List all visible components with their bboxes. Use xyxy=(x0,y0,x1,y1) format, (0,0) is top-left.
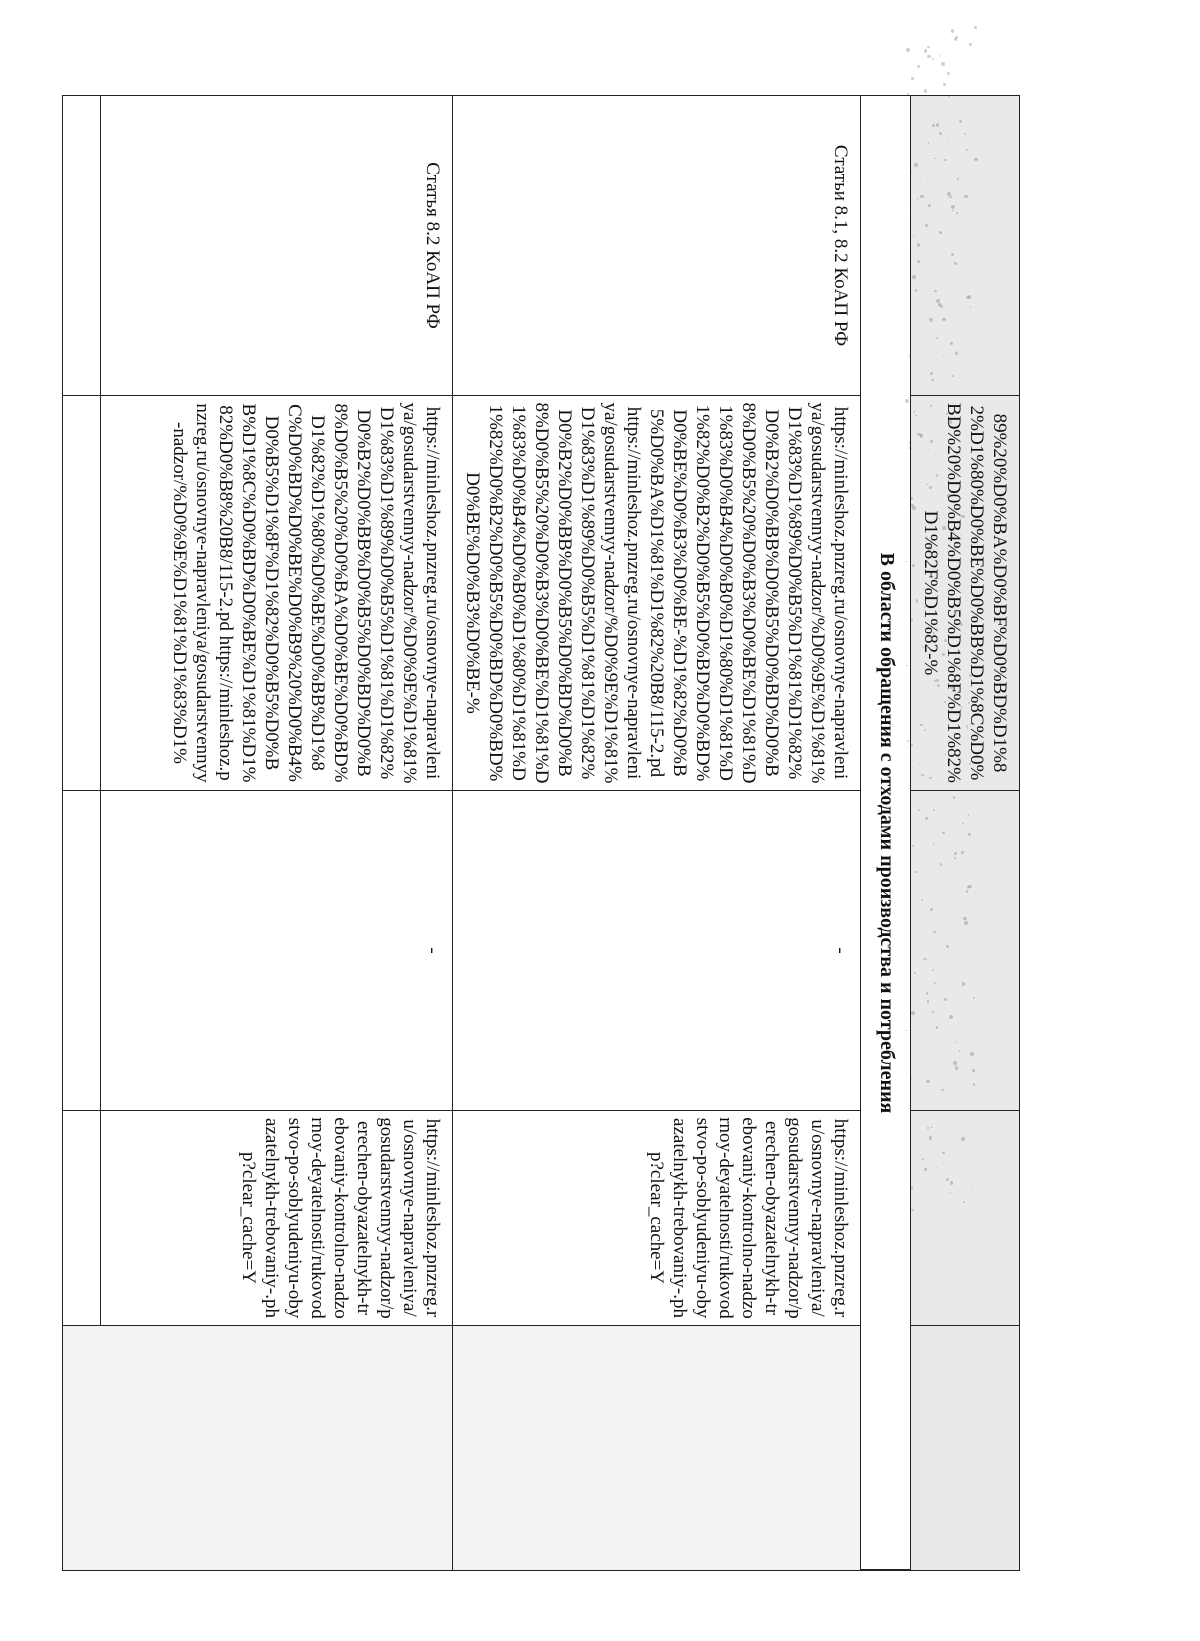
scan-speck xyxy=(960,535,961,536)
scan-speck xyxy=(917,21,918,22)
scan-speck xyxy=(910,244,911,245)
scan-speck xyxy=(950,1192,951,1193)
section-header-row xyxy=(861,96,911,1571)
scan-speck xyxy=(942,1152,945,1155)
scan-speck xyxy=(921,774,923,776)
scan-speck xyxy=(924,1168,927,1171)
scan-speck xyxy=(950,685,953,688)
scan-speck xyxy=(942,526,946,530)
scan-speck xyxy=(927,55,930,58)
scan-speck xyxy=(954,857,955,858)
scan-speck xyxy=(930,405,932,407)
scan-speck xyxy=(974,26,977,29)
scan-speck xyxy=(947,494,951,498)
scan-speck xyxy=(951,253,954,256)
scan-speck xyxy=(942,318,946,322)
scan-speck xyxy=(954,38,957,41)
scan-speck xyxy=(947,72,950,75)
scan-speck xyxy=(909,355,911,357)
scan-speck xyxy=(970,306,971,307)
table-cell-link2: https://minleshoz.pnzreg.ru/osnovnye-napravleniya/gosudarstvennyy-nadzor/perechen-obyazatelnykh-trebovaniy-kontrolno-nadzornoy-deyatelnosti/rukovodstvo-po-soblyudeniyu-obyazatelnykh-trebovaniy-.php?clear_cache=Y xyxy=(63,1111,453,1326)
scan-speck xyxy=(954,262,957,265)
scan-speck xyxy=(960,623,963,626)
scan-speck xyxy=(923,958,925,960)
scan-speck xyxy=(968,295,972,299)
rotated-document-sheet xyxy=(100,95,1020,1570)
scan-speck xyxy=(950,342,953,345)
table-cell-blank xyxy=(453,1326,861,1571)
scan-speck xyxy=(926,992,929,995)
scan-speck xyxy=(921,1154,922,1155)
scan-speck xyxy=(914,411,916,413)
table-cell-blank xyxy=(63,1326,453,1571)
scan-speck xyxy=(914,163,917,166)
scan-speck xyxy=(929,1136,932,1139)
scan-speck xyxy=(924,606,926,608)
scan-speck xyxy=(940,863,942,865)
scan-speck xyxy=(940,55,941,56)
scan-speck xyxy=(911,1209,913,1211)
scan-speck xyxy=(924,49,928,53)
scan-speck xyxy=(939,231,942,234)
table-cell-link: https://minleshoz.pnzreg.ru/osnovnye-napravleniya/gosudarstvennyy-nadzor/%D0%9E%D1%81%D1%83%D1%89%D0%B5%D1%81%D1%82%D0%B2%D0%BB%D0%B5%D0%BD%D0%B8%D0%B5%20%D0%BA%D0%BE%D0%BD%D1%82%D1%80%D0%BE%D0%BB%D1%8C%D0%BD%D0%BE%D0%B9%20%D0%B4%D0%B5%D1%8F%D1%82%D0%B5%D0%BB%D1%8C%D0%BD%D0%BE%D1%81%D1%82%D0%B8%20B8/115-2.pd https://minleshoz.pnzreg.ru/osnovnye-napravleniya/gosudarstvennyy-nadzor/%D0%9E%D1%81%D1%83%D1% xyxy=(63,396,453,791)
table-cell-extra: - xyxy=(63,791,453,1111)
scan-speck xyxy=(907,93,909,95)
scan-speck xyxy=(950,535,953,538)
scan-speck xyxy=(927,1000,929,1002)
scan-speck xyxy=(955,352,958,355)
table-cell-article: Статьи 8.1, 8.2 КоАП РФ xyxy=(453,96,861,396)
scan-speck xyxy=(970,560,973,563)
scan-speck xyxy=(906,48,910,52)
scan-speck xyxy=(928,449,929,450)
table-cell-link2 xyxy=(911,1111,1020,1326)
scan-speck xyxy=(956,212,957,213)
scan-speck xyxy=(925,817,928,820)
scan-speck xyxy=(944,159,946,161)
scan-speck xyxy=(927,46,930,49)
scan-speck xyxy=(926,484,928,486)
scan-speck xyxy=(951,29,955,33)
section-title: В области обращения с отходами производства и потребления xyxy=(861,96,911,1571)
scan-speck xyxy=(906,665,907,666)
scan-speck xyxy=(952,375,954,377)
scan-speck xyxy=(944,701,946,703)
scan-speck xyxy=(917,65,920,68)
scan-speck xyxy=(948,538,950,540)
scan-speck xyxy=(912,506,916,510)
scan-speck xyxy=(930,372,933,375)
table-cell-article xyxy=(911,96,1020,396)
scan-speck xyxy=(931,668,933,670)
scan-speck xyxy=(941,1089,943,1091)
scan-speck xyxy=(917,260,920,263)
scan-speck xyxy=(951,205,955,209)
scan-speck xyxy=(932,1011,933,1012)
table-cell-extra: - xyxy=(453,791,861,1111)
scan-speck xyxy=(941,62,945,66)
scan-speck xyxy=(973,1083,975,1085)
scan-speck xyxy=(949,196,952,199)
scan-speck xyxy=(951,711,953,713)
table-row xyxy=(453,96,861,1571)
scan-speck xyxy=(964,133,966,135)
scan-speck xyxy=(936,679,938,681)
scan-speck xyxy=(925,958,927,960)
scan-speck xyxy=(930,321,931,322)
scan-speck xyxy=(950,1181,954,1185)
scan-speck xyxy=(934,158,935,159)
scan-speck xyxy=(905,399,909,403)
table-cell-link: https://minleshoz.pnzreg.ru/osnovnye-napravleniya/gosudarstvennyy-nadzor/%D0%9E%D1%81%D1%83%D1%89%D0%B5%D1%81%D1%82%D0%B2%D0%BB%D0%B5%D0%BD%D0%B8%D0%B5%20%D0%B3%D0%BE%D1%81%D1%83%D0%B4%D0%B0%D1%80%D1%81%D1%82%D0%B2%D0%B5%D0%BD%D0%BD%D0%BE%D0%B3%D0%BE-%D1%82%D0%B5%D0%BA%D1%81%D1%82%20B8/115-2.pd https://minleshoz.pnzreg.ru/osnovnye-napravleniya/gosudarstvennyy-nadzor/%D0%9E%D1%81%D1%83%D1%89%D0%B5%D1%81%D1%82%D0%B2%D0%BB%D0%B5%D0%BD%D0%B8%D0%B5%20%D0%B3%D0%BE%D1%81%D1%83%D0%B4%D0%B0%D1%80%D1%81%D1%82%D0%B2%D0%B5%D0%BD%D0%BD%D0%BE%D0%B3%D0%BE-% xyxy=(453,396,861,791)
scan-speck xyxy=(938,518,939,519)
scan-speck xyxy=(930,908,933,911)
scan-speck xyxy=(969,43,972,46)
scan-speck xyxy=(911,1011,915,1015)
scan-speck xyxy=(942,653,945,656)
scan-speck xyxy=(928,204,931,207)
scan-speck xyxy=(924,89,928,93)
scan-speck xyxy=(943,83,946,86)
table-cell-blank xyxy=(911,1326,1020,1571)
scan-speck xyxy=(971,1184,972,1185)
scan-speck xyxy=(968,833,970,835)
scan-speck xyxy=(932,58,934,60)
scan-speck xyxy=(910,744,913,747)
scan-speck xyxy=(967,727,968,728)
scan-speck xyxy=(910,1187,912,1189)
table-cell-extra xyxy=(911,791,1020,1111)
scan-speck xyxy=(911,77,913,79)
scan-speck xyxy=(954,852,957,855)
scan-speck xyxy=(969,763,970,764)
scan-speck xyxy=(933,843,935,845)
scan-speck xyxy=(916,602,917,603)
table-row xyxy=(911,96,1020,1571)
scan-speck xyxy=(912,275,916,279)
scan-speck xyxy=(961,1137,965,1141)
scan-speck xyxy=(958,562,959,563)
scan-speck xyxy=(966,149,968,151)
scan-speck xyxy=(946,413,947,414)
scan-speck xyxy=(927,1127,929,1129)
scan-speck xyxy=(943,355,944,356)
scan-speck xyxy=(953,796,955,798)
scan-speck xyxy=(941,306,942,307)
scan-speck xyxy=(922,1158,924,1160)
document-table xyxy=(62,95,1020,1571)
scan-speck xyxy=(964,195,967,198)
scan-speck xyxy=(957,178,959,180)
scan-speck xyxy=(948,420,952,424)
scan-speck xyxy=(953,1061,957,1065)
scan-speck xyxy=(963,917,966,920)
table-cell-article: Статья 8.2 КоАП РФ xyxy=(63,96,453,396)
scan-speck xyxy=(936,1026,938,1028)
scan-speck xyxy=(920,434,923,437)
table-cell-link: 89%20%D0%BA%D0%BF%D0%BD%D1%82%D1%80%D0%BE%D0%BB%D1%8C%D0%BD%20%D0%B4%D0%B5%D1%8F%D1%82%D1%82F%D1%82-% xyxy=(911,396,1020,791)
scan-speck xyxy=(974,158,977,161)
scan-speck xyxy=(928,546,932,550)
scan-speck xyxy=(933,632,935,634)
table-row xyxy=(63,96,453,1571)
scan-speck xyxy=(920,181,921,182)
scan-speck xyxy=(962,982,966,986)
table-cell-link2: https://minleshoz.pnzreg.ru/osnovnye-napravleniya/gosudarstvennyy-nadzor/perechen-obyazatelnykh-trebovaniy-kontrolno-nadzornoy-deyatelnosti/rukovodstvo-po-soblyudeniyu-obyazatelnykh-trebovaniy-.php?clear_cache=Y xyxy=(453,1111,861,1326)
scan-speck xyxy=(927,536,928,537)
